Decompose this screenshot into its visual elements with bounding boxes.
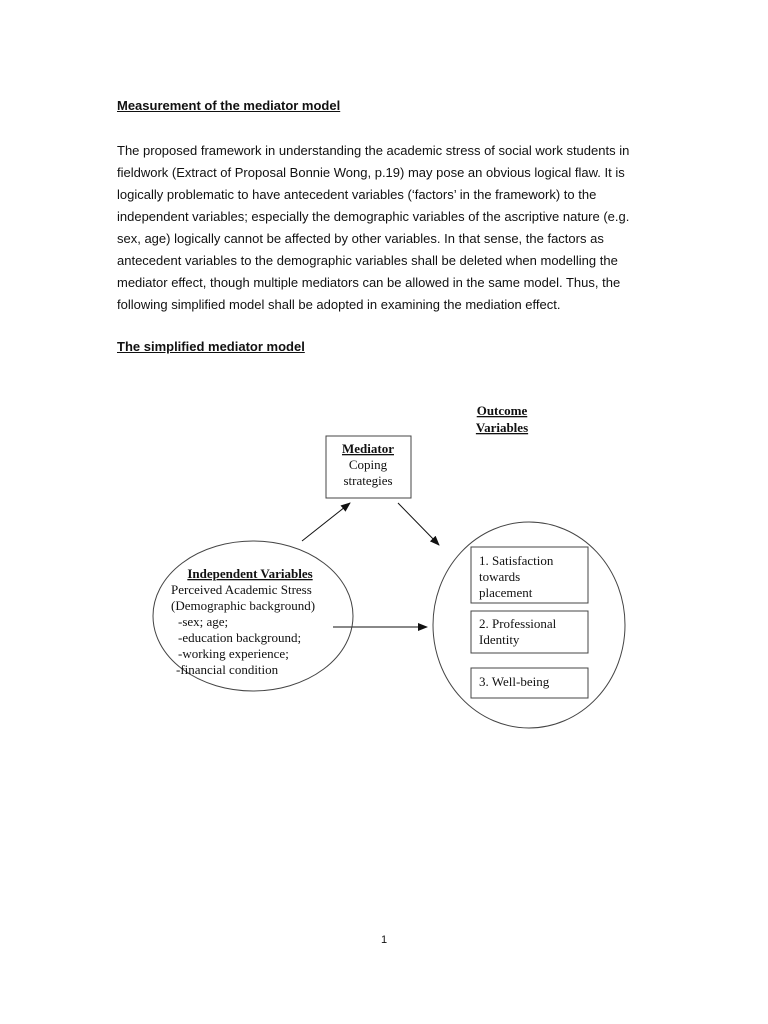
paragraph-line: logically problematic to have antecedent variables (‘factors’ in the framework) to the [117,187,597,202]
outcome-heading-line1: Outcome [476,403,528,418]
paragraph-line: fieldwork (Extract of Proposal Bonnie Wong, p.19) may pose an obvious logical flaw. It is [117,165,625,180]
outcome-heading-line2: Variables [475,420,529,435]
paragraph-line: following simplified model shall be adopted in examining the mediation effect. [117,297,561,312]
independent-line: Perceived Academic Stress [171,582,312,597]
paragraph-line: sex, age) logically cannot be affected by other variables. In that sense, the factors as [117,231,604,246]
subsection-title: The simplified mediator model [117,339,305,354]
outcome-line: 2. Professional [479,616,557,631]
independent-line: (Demographic background) [171,598,316,613]
paragraph-line: mediator effect, though multiple mediators can be allowed in the same model. Thus, the [117,275,621,290]
mediator-title: Mediator [342,441,394,456]
outcome-line: towards [479,569,521,584]
outcome-line: 3. Well-being [479,674,550,689]
independent-line: -sex; age; [178,614,229,629]
mediator-line: strategies [343,473,393,488]
arrow-independent-to-mediator [302,503,350,541]
independent-line: -working experience; [178,646,289,661]
paragraph-line: The proposed framework in understanding the academic stress of social work students in [117,143,630,158]
outcome-line: 1. Satisfaction [479,553,554,568]
section-title: Measurement of the mediator model [117,98,341,113]
arrow-mediator-to-outcome [398,503,439,545]
outcome-line: placement [479,585,533,600]
paragraph-line: antecedent variables to the demographic variables shall be deleted when modelling the [117,253,618,268]
mediator-line: Coping [348,457,388,472]
independent-line: -education background; [178,630,302,645]
paragraph-line: independent variables; especially the demographic variables of the ascriptive nature (e.g. [117,209,630,224]
independent-line: -financial condition [176,662,279,677]
outcome-line: Identity [479,632,520,647]
independent-title: Independent Variables [187,566,313,581]
page-number: 1 [380,934,388,946]
